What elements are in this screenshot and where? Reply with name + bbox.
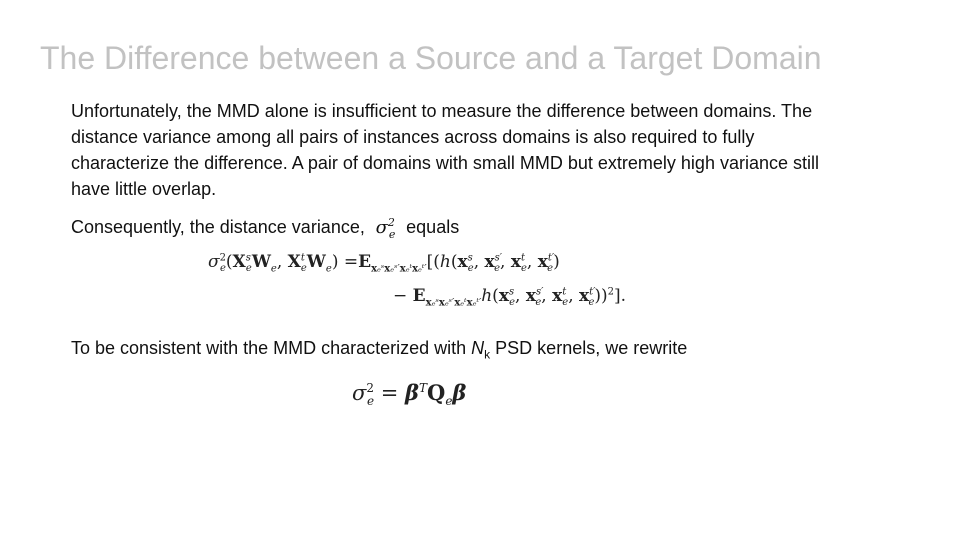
sigma-e-squared-inline: $\sigma^2_e$: [369, 216, 396, 241]
paragraph-3-N: N: [471, 338, 485, 358]
variance-equation-line-1: $\sigma^2_e(X^s_eW_e$, $X^t_eW_e) =E_{x_eˢx_eˢ'x_eᵗx_eᵗ'}[(h(x^s_e$, $x^{s'}_e$, $x^t_e$, $x^{t'}_e$): [208, 252, 560, 275]
slide-body: [71, 98, 841, 256]
paragraph-2-text: Consequently, the distance variance,: [71, 217, 365, 237]
paragraph-3-k: k: [484, 347, 491, 362]
paragraph-3: [71, 338, 687, 362]
paragraph-1: Unfortunately, the MMD alone is insufficient to measure the difference between domains. The distance variance among all pairs of instances across domains is also required to fully characterize the difference. A pair of domains with small MMD but extremely high variance still have little overlap.: [71, 101, 819, 199]
paragraph-2: [71, 210, 841, 248]
slide-title: The Difference between a Source and a Target Domain: [40, 40, 822, 76]
variance-quadratic-form-equation: $\sigma^2_e = \beta^TQ_e\beta$: [352, 380, 467, 409]
paragraph-2-after: equals: [406, 217, 460, 237]
variance-equation-line-2: − $E_{x_eˢx_eˢ'x_eᵗx_eᵗ'}h(x^s_e$, $x^{s'}_e$, $x^t_e$, $x^{t'}_e))^2$].: [393, 286, 627, 309]
paragraph-3-after: PSD kernels, we rewrite: [490, 338, 688, 358]
paragraph-3-before: To be consistent with the MMD characterized with: [71, 338, 472, 358]
